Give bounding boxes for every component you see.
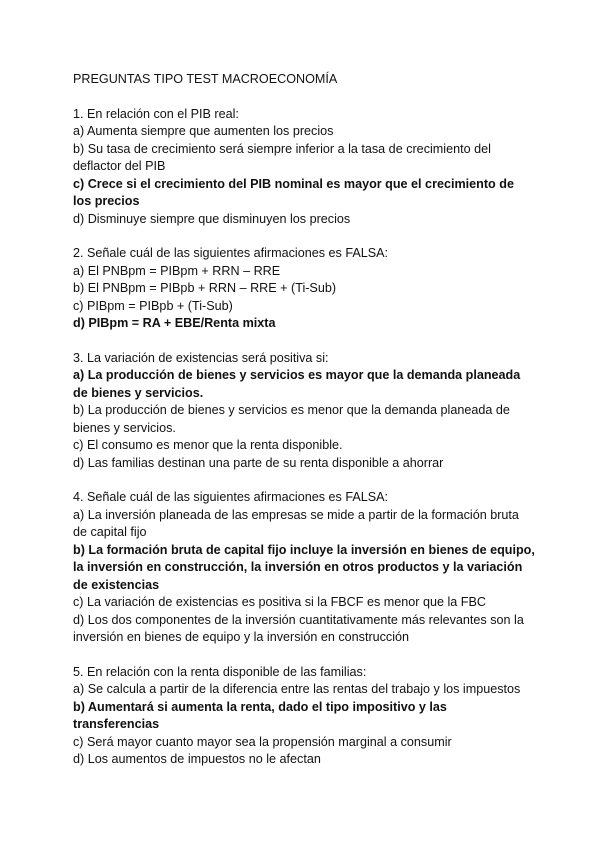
question-2 <box>73 245 535 333</box>
answer-option: b) El PNBpm = PIBpb + RRN – RRE + (Ti-Sub) <box>73 281 337 295</box>
question-4 <box>73 489 535 647</box>
answer-option: a) Se calcula a partir de la diferencia entre las rentas del trabajo y los impuestos <box>73 682 521 696</box>
answer-option: d) Las familias destinan una parte de su renta disponible a ahorrar <box>73 455 444 470</box>
answer-option: b) La producción de bienes y servicios es menor que la demanda planeada de bienes y servicios. <box>73 403 510 435</box>
question-text: 4. Señale cuál de las siguientes afirmaciones es FALSA: <box>73 490 389 504</box>
answer-option: c) PIBpm = PIBpb + (Ti-Sub) <box>73 298 233 313</box>
answer-option: c) El consumo es menor que la renta disponible. <box>73 438 343 452</box>
answer-option: b) Su tasa de crecimiento será siempre inferior a la tasa de crecimiento del deflactor del PIB <box>73 141 491 173</box>
question-3 <box>73 350 535 473</box>
answer-option: a) La inversión planeada de las empresas se mide a partir de la formación bruta de capital fijo <box>73 507 519 539</box>
question-text: 2. Señale cuál de las siguientes afirmaciones es FALSA: <box>73 246 389 260</box>
answer-option-correct: b) Aumentará si aumenta la renta, dado el tipo impositivo y las transferencias <box>73 699 447 731</box>
answer-option: d) Los aumentos de impuestos no le afectan <box>73 752 321 766</box>
answer-option-correct: d) PIBpm = RA + EBE/Renta mixta <box>73 316 276 330</box>
answer-option: d) Los dos componentes de la inversión cuantitativamente más relevantes son la inversión en bienes de equipo y la inversión en construcción <box>73 612 524 644</box>
document-content <box>73 71 535 786</box>
question-list <box>73 106 535 769</box>
question-text: 5. En relación con la renta disponible de las familias: <box>73 664 367 679</box>
answer-option: c) La variación de existencias es positiva si la FBCF es menor que la FBC <box>73 595 486 609</box>
question-text: 1. En relación con el PIB real: <box>73 106 239 121</box>
answer-option: a) Aumenta siempre que aumenten los precios <box>73 124 334 138</box>
answer-option-correct: c) Crece si el crecimiento del PIB nominal es mayor que el crecimiento de los precios <box>73 176 514 208</box>
question-5 <box>73 664 535 769</box>
answer-option: d) Disminuye siempre que disminuyen los precios <box>73 211 351 226</box>
question-text: 3. La variación de existencias será positiva si: <box>73 350 329 365</box>
document-title: PREGUNTAS TIPO TEST MACROECONOMÍA <box>73 72 338 86</box>
answer-option: c) Será mayor cuanto mayor sea la propensión marginal a consumir <box>73 734 452 749</box>
question-1 <box>73 106 535 229</box>
answer-option-correct: b) La formación bruta de capital fijo incluye la inversión en bienes de equipo, la inversión en construcción, la inversión en otros productos y la variación de existencias <box>73 542 535 592</box>
answer-option: a) El PNBpm = PIBpm + RRN – RRE <box>73 263 281 278</box>
answer-option-correct: a) La producción de bienes y servicios es mayor que la demanda planeada de bienes y servicios. <box>73 368 521 400</box>
